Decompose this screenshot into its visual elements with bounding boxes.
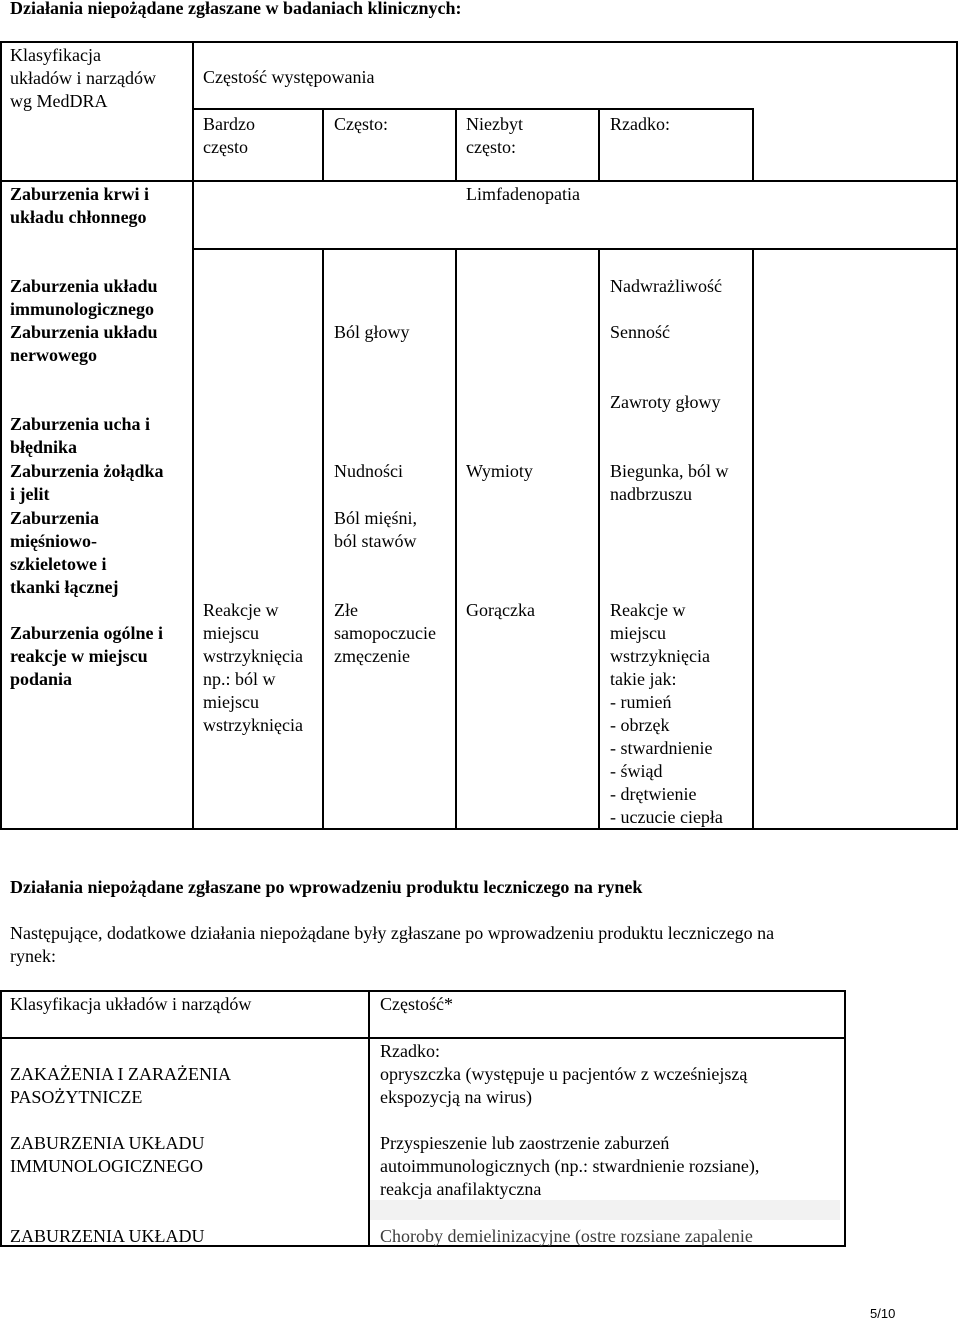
cell-malaise: Złe samopoczucie zmęczenie xyxy=(334,600,436,666)
cell-injection-site-pain: Reakcje w miejscu wstrzyknięcia np.: ból w miejscu wstrzyknięcia xyxy=(203,600,303,735)
soc-ear: Zaburzenia ucha i błędnika xyxy=(10,414,151,457)
cell-lymphadenopathy: Limfadenopatia xyxy=(466,184,580,204)
t2-soc-nervous: ZABURZENIA UKŁADU xyxy=(10,1226,205,1246)
cell-nausea: Nudności xyxy=(334,461,403,481)
soc-gastrointestinal: Zaburzenia żołądka i jelit xyxy=(10,461,164,504)
section-heading: Działania niepożądane zgłaszane po wprowadzeniu produktu leczniczego na rynek xyxy=(10,877,643,897)
cell-myalgia: Ból mięśni, ból stawów xyxy=(334,508,418,551)
cell-injection-site-reactions: Reakcje w miejscu wstrzyknięcia takie jak: - rumień - obrzęk - stwardnienie - świąd - drętwienie - uczucie ciepła xyxy=(610,600,723,827)
t2-cell-autoimmune: Przyspieszenie lub zaostrzenie zaburzeń autoimmunologicznych (np.: stwardnienie rozsiane), reakcja anafilaktyczna xyxy=(380,1133,760,1199)
cell-fever: Gorączka xyxy=(466,600,535,620)
cell-hypersensitivity: Nadwrażliwość xyxy=(610,276,722,296)
soc-blood: Zaburzenia krwi i układu chłonnego xyxy=(10,184,150,227)
header-very-common: Bardzo często xyxy=(203,114,255,157)
t2-soc-infections: ZAKAŻENIA I ZARAŻENIA PASOŻYTNICZE xyxy=(10,1064,231,1107)
page-number: 5/10 xyxy=(870,1306,896,1321)
t2-cell-herpes: Rzadko: opryszczka (występuje u pacjentów z wcześniejszą ekspozycją na wirus) xyxy=(380,1041,748,1107)
header-frequency: Częstość występowania xyxy=(203,67,375,87)
header-uncommon: Niezbyt często: xyxy=(466,114,523,157)
cell-somnolence: Senność xyxy=(610,322,670,342)
t2-soc-immune: ZABURZENIA UKŁADU IMMUNOLOGICZNEGO xyxy=(10,1133,205,1176)
soc-general: Zaburzenia ogólne i reakcje w miejscu podania xyxy=(10,623,164,689)
soc-musculoskeletal: Zaburzenia mięśniowo- szkieletowe i tkanki łącznej xyxy=(10,508,119,597)
soc-nervous: Zaburzenia układu nerwowego xyxy=(10,322,158,365)
header-common: Często: xyxy=(334,114,388,134)
t2-cell-demyelinating: Choroby demielinizacyjne (ostre rozsiane zapalenie xyxy=(380,1226,753,1246)
soc-immune: Zaburzenia układu immunologicznego xyxy=(10,276,158,319)
cell-vomiting: Wymioty xyxy=(466,461,533,481)
cell-headache: Ból głowy xyxy=(334,322,410,342)
header-rare: Rzadko: xyxy=(610,114,670,134)
header-soc: Klasyfikacja układów i narządów wg MedDRA xyxy=(10,45,156,111)
cell-dizziness: Zawroty głowy xyxy=(610,392,721,412)
t2-header-soc: Klasyfikacja układów i narządów xyxy=(10,994,252,1014)
cell-diarrhea: Biegunka, ból w nadbrzuszu xyxy=(610,461,729,504)
page-heading: Działania niepożądane zgłaszane w badaniach klinicznych: xyxy=(10,0,462,18)
t2-header-frequency: Częstość* xyxy=(380,994,453,1014)
section-intro: Następujące, dodatkowe działania niepożądane były zgłaszane po wprowadzeniu produktu leczniczego na rynek: xyxy=(10,923,775,966)
